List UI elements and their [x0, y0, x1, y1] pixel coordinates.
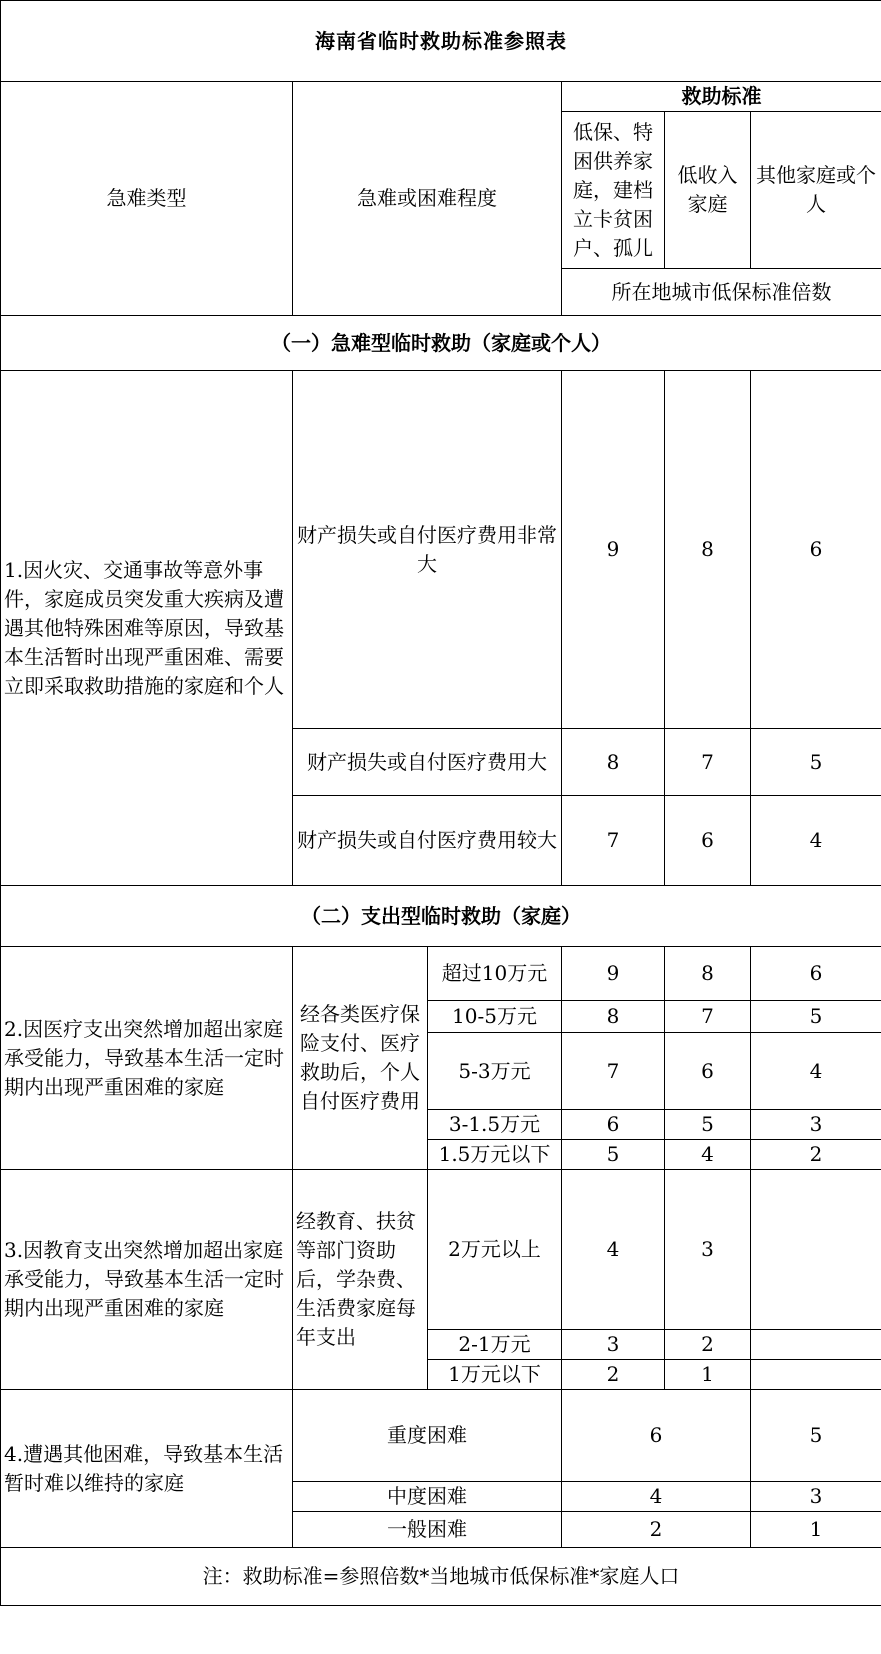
medical-value: 7: [665, 1001, 751, 1033]
medical-value: 9: [562, 947, 665, 1001]
header-standard: 救助标准: [562, 82, 881, 112]
education-value-empty: [751, 1170, 881, 1330]
medical-value: 8: [665, 947, 751, 1001]
education-range: 2万元以上: [428, 1170, 562, 1330]
medical-value: 6: [665, 1033, 751, 1110]
header-multiplier-note: 所在地城市低保标准倍数: [562, 269, 881, 316]
section1-value: 4: [751, 796, 881, 886]
education-value: 2: [665, 1330, 751, 1360]
medical-value: 6: [562, 1110, 665, 1140]
header-degree: 急难或困难程度: [293, 82, 562, 316]
page-title: 海南省临时救助标准参照表: [1, 1, 881, 82]
medical-range: 1.5万元以下: [428, 1140, 562, 1170]
education-value: 3: [665, 1170, 751, 1330]
header-type: 急难类型: [1, 82, 293, 316]
education-value: 3: [562, 1330, 665, 1360]
section1-value: 8: [562, 729, 665, 796]
medical-value: 2: [751, 1140, 881, 1170]
section1-value: 6: [751, 371, 881, 729]
medical-desc: 经各类医疗保险支付、医疗救助后，个人自付医疗费用: [293, 947, 428, 1170]
header-group-low-income: 低收入家庭: [665, 112, 751, 269]
medical-value: 5: [665, 1110, 751, 1140]
section1-degree: 财产损失或自付医疗费用非常大: [293, 371, 562, 729]
section1-title: （一）急难型临时救助（家庭或个人）: [1, 316, 881, 371]
medical-range: 超过10万元: [428, 947, 562, 1001]
medical-value: 4: [751, 1033, 881, 1110]
medical-value: 5: [751, 1001, 881, 1033]
other-value: 4: [562, 1482, 751, 1512]
header-group-poverty: 低保、特困供养家庭，建档立卡贫困户、孤儿: [562, 112, 665, 269]
header-group-other: 其他家庭或个人: [751, 112, 881, 269]
other-value: 6: [562, 1390, 751, 1482]
other-value: 1: [751, 1512, 881, 1548]
section1-degree: 财产损失或自付医疗费用较大: [293, 796, 562, 886]
education-value: 2: [562, 1360, 665, 1390]
education-value-empty: [751, 1330, 881, 1360]
footnote: 注：救助标准=参照倍数*当地城市低保标准*家庭人口: [1, 1548, 881, 1606]
section1-value: 6: [665, 796, 751, 886]
other-value: 5: [751, 1390, 881, 1482]
other-value: 3: [751, 1482, 881, 1512]
other-degree: 中度困难: [293, 1482, 562, 1512]
medical-value: 7: [562, 1033, 665, 1110]
education-value-empty: [751, 1360, 881, 1390]
medical-value: 3: [751, 1110, 881, 1140]
section1-type: 1.因火灾、交通事故等意外事件，家庭成员突发重大疾病及遭遇其他特殊困难等原因，导致基本生活暂时出现严重困难、需要立即采取救助措施的家庭和个人: [1, 371, 293, 886]
education-value: 4: [562, 1170, 665, 1330]
medical-range: 5-3万元: [428, 1033, 562, 1110]
medical-value: 8: [562, 1001, 665, 1033]
medical-type: 2.因医疗支出突然增加超出家庭承受能力，导致基本生活一定时期内出现严重困难的家庭: [1, 947, 293, 1170]
medical-value: 6: [751, 947, 881, 1001]
section1-degree: 财产损失或自付医疗费用大: [293, 729, 562, 796]
other-value: 2: [562, 1512, 751, 1548]
section1-value: 7: [665, 729, 751, 796]
medical-range: 10-5万元: [428, 1001, 562, 1033]
other-degree: 重度困难: [293, 1390, 562, 1482]
medical-value: 5: [562, 1140, 665, 1170]
other-type: 4.遭遇其他困难，导致基本生活暂时难以维持的家庭: [1, 1390, 293, 1548]
medical-range: 3-1.5万元: [428, 1110, 562, 1140]
other-degree: 一般困难: [293, 1512, 562, 1548]
section1-value: 5: [751, 729, 881, 796]
section2-title: （二）支出型临时救助（家庭）: [1, 886, 881, 947]
education-type: 3.因教育支出突然增加超出家庭承受能力，导致基本生活一定时期内出现严重困难的家庭: [1, 1170, 293, 1390]
education-range: 2-1万元: [428, 1330, 562, 1360]
education-range: 1万元以下: [428, 1360, 562, 1390]
education-value: 1: [665, 1360, 751, 1390]
section1-value: 9: [562, 371, 665, 729]
medical-value: 4: [665, 1140, 751, 1170]
section1-value: 8: [665, 371, 751, 729]
education-desc: 经教育、扶贫等部门资助后，学杂费、生活费家庭每年支出: [293, 1170, 428, 1390]
section1-value: 7: [562, 796, 665, 886]
